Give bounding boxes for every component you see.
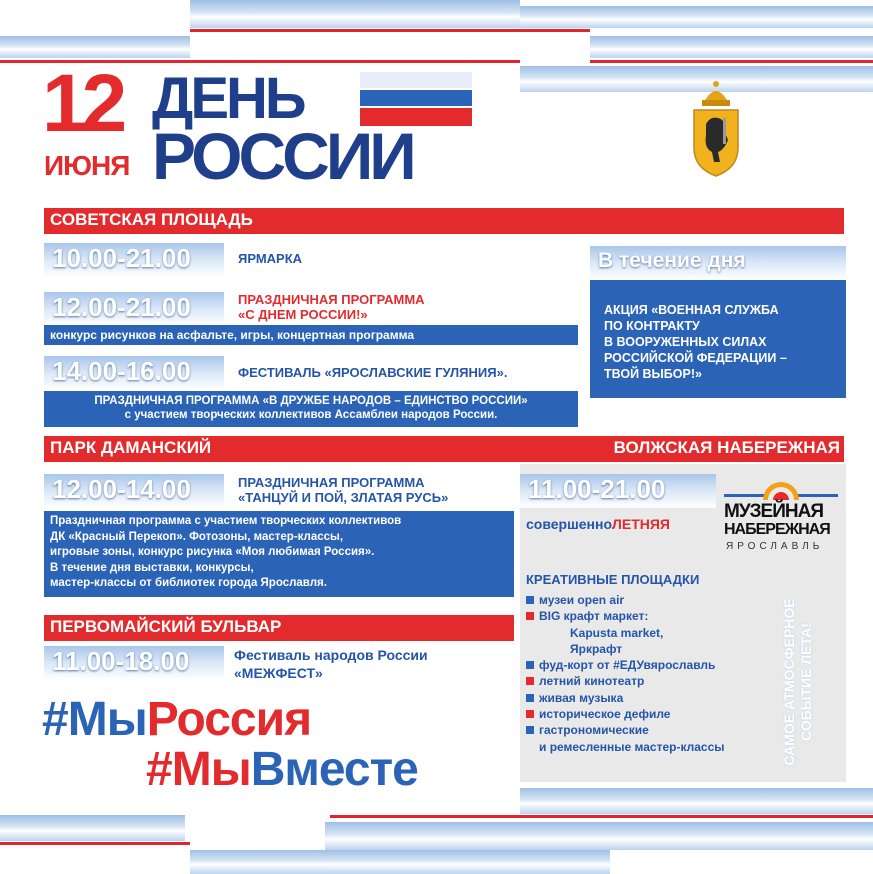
bullet (526, 710, 534, 718)
side-line: РОССИЙСКОЙ ФЕДЕРАЦИИ – (604, 351, 787, 365)
side-panel-header: В течение дня (590, 246, 846, 280)
subtitle-part: ЛЕТНЯЯ (612, 516, 670, 532)
desc-line: Праздничная программа с участием творческих коллективов (50, 515, 402, 527)
stripe (330, 815, 873, 818)
bullet (526, 726, 534, 734)
list-item: летний кинотеатр (526, 673, 786, 689)
coat-of-arms-icon (690, 78, 742, 178)
event-title: Фестиваль народов России (234, 647, 428, 663)
event-title: «ТАНЦУЙ И ПОЙ, ЗЛАТАЯ РУСЬ» (238, 490, 449, 505)
sky-strip (520, 788, 873, 814)
logo-line: НАБЕРЕЖНАЯ (724, 521, 830, 538)
title-line2: РОССИИ (152, 119, 413, 193)
list-item: живая музыка (526, 690, 786, 706)
date-day: 12 (42, 58, 122, 149)
event-time: 12.00-21.00 (44, 292, 224, 326)
sky-strip (0, 36, 190, 58)
sky-strip (190, 850, 610, 874)
desc-line: мастер-классы от библиотек города Ярославля. (50, 577, 327, 589)
section-sovetskaya-title: СОВЕТСКАЯ ПЛОЩАДЬ (44, 208, 844, 234)
bullet (526, 661, 534, 669)
bullet (526, 694, 534, 702)
flag-stripe-white (360, 72, 472, 88)
section-pervomaisky-title: ПЕРВОМАЙСКИЙ БУЛЬВАР (44, 615, 514, 641)
event-time: 11.00-18.00 (44, 646, 224, 680)
creative-list (526, 592, 786, 755)
bullet (526, 677, 534, 685)
sky-strip (590, 36, 873, 58)
event-time: 14.00-16.00 (44, 356, 224, 390)
stripe (590, 60, 873, 63)
section-volga-title: ВОЛЖСКАЯ НАБЕРЕЖНАЯ (613, 438, 840, 457)
museum-logo (720, 476, 842, 560)
title-line1: ДЕНЬ (152, 66, 304, 131)
hashtag-mivmeste (146, 744, 418, 796)
list-item: фуд-корт от #ЕДУвярославль (526, 657, 786, 673)
event-description: конкурс рисунков на асфальте, игры, концертная программа (44, 325, 578, 345)
event-title: «С ДНЕМ РОССИИ!» (238, 307, 368, 322)
list-item: гастрономические (526, 722, 786, 738)
list-item: BIG крафт маркет: (526, 608, 786, 624)
subtitle-part: совершенно (526, 516, 613, 532)
logo-line: ЯРОСЛАВЛЬ (726, 541, 824, 552)
bullet (526, 612, 534, 620)
stripe (0, 842, 190, 845)
event-title: ПРАЗДНИЧНАЯ ПРОГРАММА (238, 292, 425, 307)
hash-symbol: # (146, 743, 172, 796)
date-month: ИЮНЯ (44, 150, 130, 181)
desc-line: игровые зоны, конкурс рисунка «Моя любимая Россия». (50, 546, 375, 558)
vertical-slogan (781, 582, 841, 782)
sky-strip (0, 815, 185, 841)
sky-strip (325, 822, 873, 850)
desc-line: ПРАЗДНИЧНАЯ ПРОГРАММА «В ДРУЖБЕ НАРОДОВ – ЕДИНСТВО РОССИИ» (94, 395, 528, 407)
flag-stripe-blue (360, 90, 472, 106)
side-line: АКЦИЯ «ВОЕННАЯ СЛУЖБА (604, 303, 779, 317)
bullet (526, 596, 534, 604)
side-line: ТВОЙ ВЫБОР!» (604, 367, 702, 381)
sky-strip (520, 6, 873, 28)
hash-word: Вместе (250, 743, 418, 796)
side-line: ПО КОНТРАКТУ (604, 319, 700, 333)
hash-word: Мы (171, 743, 251, 796)
sun-icon (720, 476, 842, 504)
hashtag-mirossiya (42, 694, 311, 746)
volga-subtitle (526, 515, 670, 533)
event-title: «МЕЖФЕСТ» (234, 665, 323, 681)
sky-strip (190, 0, 520, 28)
event-description (44, 511, 514, 597)
list-item: музеи open air (526, 592, 786, 608)
event-time: 11.00-21.00 (520, 474, 716, 508)
event-time: 10.00-21.00 (44, 243, 224, 277)
side-line: В ВООРУЖЕННЫХ СИЛАХ (604, 335, 767, 349)
hash-symbol: # (42, 693, 68, 746)
side-panel-text (604, 302, 787, 382)
event-title: ЯРМАРКА (238, 251, 303, 266)
creative-title: КРЕАТИВНЫЕ ПЛОЩАДКИ (526, 572, 700, 587)
desc-line: с участием творческих коллективов Ассамблеи народов России. (124, 409, 498, 421)
slogan-line: СОБЫТИЕ ЛЕТА! (798, 623, 814, 741)
event-description (44, 391, 578, 427)
event-title: ФЕСТИВАЛЬ «ЯРОСЛАВСКИЕ ГУЛЯНИЯ». (238, 365, 508, 380)
hash-word: Мы (67, 693, 147, 746)
event-title: ПРАЗДНИЧНАЯ ПРОГРАММА (238, 475, 425, 490)
stripe (190, 29, 590, 32)
list-item: Kapusta market, (570, 625, 664, 640)
section-park-title: ПАРК ДАМАНСКИЙ (44, 436, 844, 462)
event-time: 12.00-14.00 (44, 474, 224, 508)
desc-line: ДК «Красный Перекоп». Фотозоны, мастер-классы, (50, 530, 344, 543)
desc-line: В течение дня выставки, конкурсы, (50, 561, 254, 574)
logo-line: МУЗЕЙНАЯ (724, 501, 823, 522)
list-item: историческое дефиле (526, 706, 786, 722)
list-item: и ремесленные мастер-классы (539, 739, 725, 754)
hash-word: Россия (146, 693, 312, 746)
list-item: Яркрафт (570, 641, 623, 656)
slogan-line: САМОЕ АТМОСФЕРНОЕ (781, 598, 797, 766)
